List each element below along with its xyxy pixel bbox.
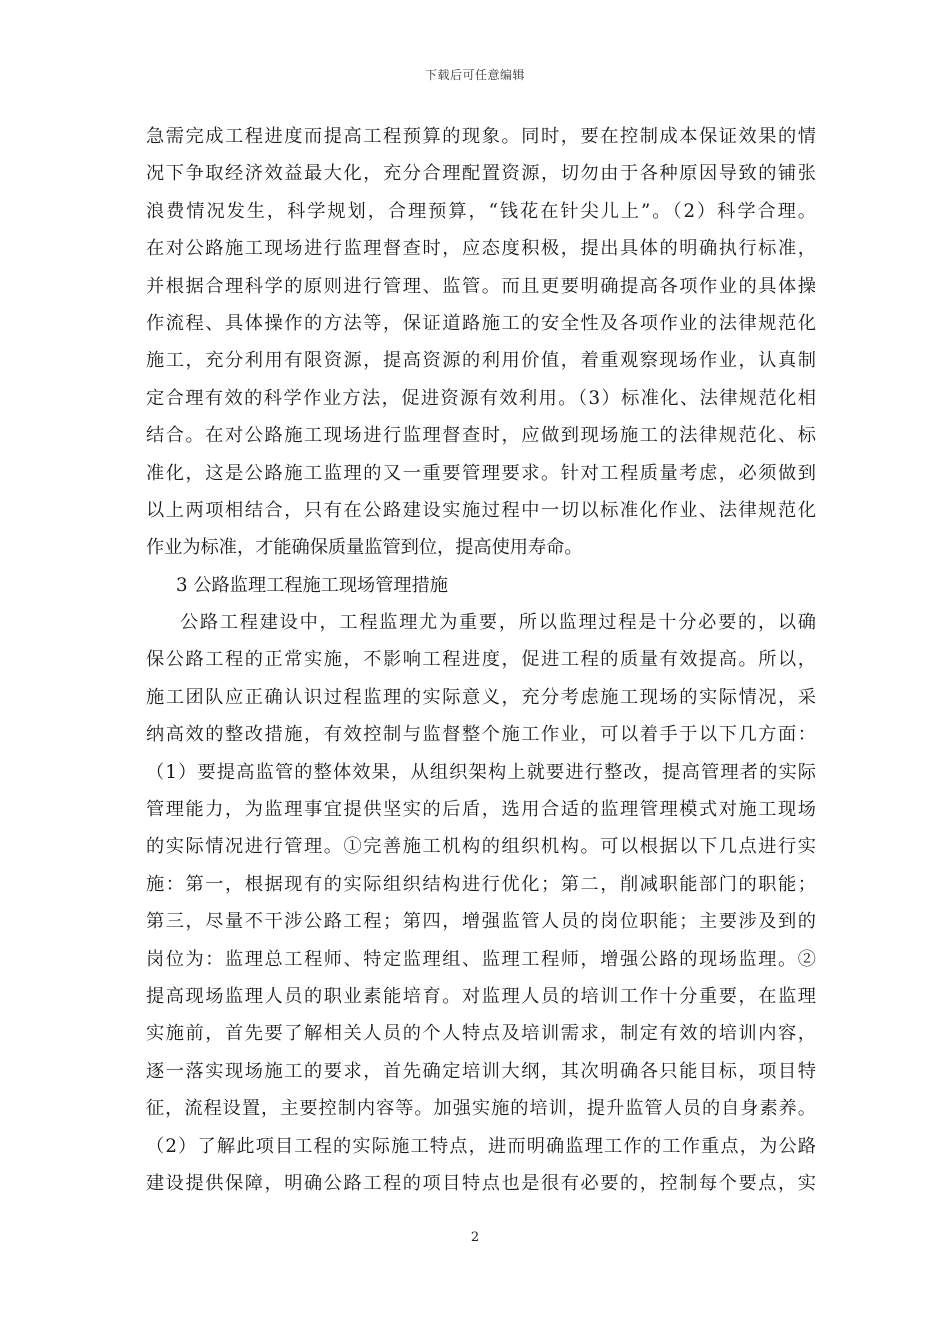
- text-line: 施工，充分利用有限资源，提高资源的利用价值，着重观察现场作业，认真制: [146, 350, 816, 372]
- text-line: 作流程、具体操作的方法等，保证道路施工的安全性及各项作业的法律规范化: [146, 312, 816, 334]
- text-line: 准化，这是公路施工监理的又一重要管理要求。针对工程质量考虑，必须做到: [146, 462, 816, 484]
- text-line: 以上两项相结合，只有在公路建设实施过程中一切以标准化作业、法律规范化: [146, 499, 816, 521]
- text-line: 施工团队应正确认识过程监理的实际意义，充分考虑施工现场的实际情况，采: [146, 686, 816, 708]
- text-line: 的实际情况进行管理。①完善施工机构的组织机构。可以根据以下几点进行实: [146, 836, 816, 858]
- text-line: 定合理有效的科学作业方法，促进资源有效利用。（3）标准化、法律规范化相: [146, 387, 816, 409]
- text-line: （2）了解此项目工程的实际施工特点，进而明确监理工作的工作重点，为公路: [146, 1135, 816, 1157]
- page-header: 下载后可任意编辑: [424, 68, 525, 82]
- text-line: 结合。在对公路施工现场进行监理督查时，应做到现场施工的法律规范化、标: [146, 425, 816, 447]
- text-line: （1）要提高监管的整体效果，从组织架构上就要进行整改，提高管理者的实际: [146, 761, 816, 783]
- body-text: [146, 118, 816, 1202]
- text-line: 第三，尽量不干涉公路工程；第四，增强监管人员的岗位职能；主要涉及到的: [146, 911, 816, 933]
- text-line: 保公路工程的正常实施，不影响工程进度，促进工程的质量有效提高。所以，: [146, 649, 816, 671]
- text-line: 施：第一，根据现有的实际组织结构进行优化；第二，削减职能部门的职能；: [146, 873, 816, 895]
- text-line: 逐一落实现场施工的要求，首先确定培训大纲，其次明确各只能目标，项目特: [146, 1060, 816, 1082]
- text-line: 岗位为：监理总工程师、特定监理组、监理工程师，增强公路的现场监理。②: [146, 948, 816, 970]
- text-line: 建设提供保障，明确公路工程的项目特点也是很有必要的，控制每个要点，实: [146, 1172, 816, 1194]
- section-heading: 3 公路监理工程施工现场管理措施: [176, 574, 448, 596]
- text-line: 纳高效的整改措施，有效控制与监督整个施工作业，可以着手于以下几方面：: [146, 724, 816, 746]
- text-line: 管理能力，为监理事宜提供坚实的后盾，选用合适的监理管理模式对施工现场: [146, 799, 816, 821]
- text-line: 征，流程设置，主要控制内容等。加强实施的培训，提升监管人员的自身素养。: [146, 1098, 816, 1120]
- text-line: 急需完成工程进度而提高工程预算的现象。同时，要在控制成本保证效果的情: [146, 126, 816, 147]
- page-number: 2: [470, 1230, 480, 1245]
- text-line: 在对公路施工现场进行监理督查时，应态度积极，提出具体的明确执行标准，: [146, 238, 816, 260]
- text-line: 况下争取经济效益最大化，充分合理配置资源，切勿由于各种原因导致的铺张: [146, 163, 816, 185]
- text-line: 作业为标准，才能确保质量监管到位，提高使用寿命。: [146, 537, 583, 559]
- text-line: 浪费情况发生，科学规划，合理预算，“钱花在针尖儿上”。（2）科学合理。: [146, 200, 816, 222]
- text-line: 实施前，首先要了解相关人员的个人特点及培训需求，制定有效的培训内容，: [146, 1023, 816, 1045]
- text-line: 公路工程建设中，工程监理尤为重要，所以监理过程是十分必要的，以确: [180, 612, 816, 634]
- text-line: 提高现场监理人员的职业素能培育。对监理人员的培训工作十分重要，在监理: [146, 985, 816, 1007]
- text-line: 并根据合理科学的原则进行管理、监管。而且更要明确提高各项作业的具体操: [146, 275, 816, 297]
